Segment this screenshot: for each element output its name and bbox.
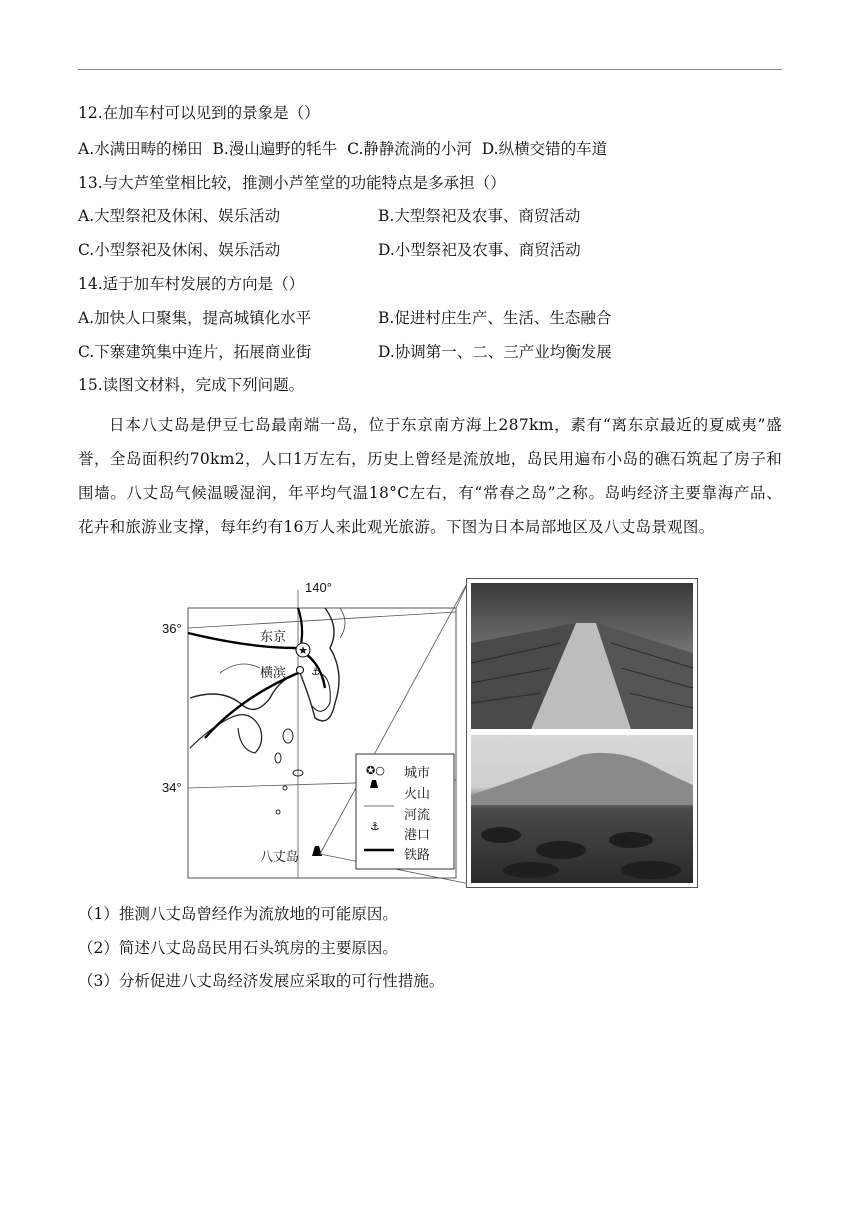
q15-sub-3: （3）分析促进八丈岛经济发展应采取的可行性措施。 <box>78 972 445 990</box>
q15-sub-1: （1）推测八丈岛曾经作为流放地的可能原因。 <box>78 905 398 923</box>
q12-option-b: B.漫山遍野的牦牛 <box>212 140 338 158</box>
port-icon: ⚓ <box>311 667 320 678</box>
q12-option-a: A.水满田畴的梯田 <box>78 140 203 158</box>
q12-options <box>78 139 607 159</box>
q12-option-c: C.静静流淌的小河 <box>347 140 472 158</box>
volcano-coast-photo <box>471 735 693 883</box>
q13-option-c: C.小型祭祀及休闲、娱乐活动 <box>78 241 281 259</box>
lon-label: 140° <box>305 580 332 595</box>
legend-river-label: 河流 <box>404 808 431 823</box>
tokyo-label: 东京 <box>260 630 287 645</box>
lat-34-label: 34° <box>162 780 182 795</box>
map-figure <box>160 578 700 888</box>
q15-passage: 日本八丈岛是伊豆七岛最南端一岛，位于东京南方海上287km，素有“离东京最近的夏威夷”盛誉，全岛面积约70km2，人口1万左右，历史上曾经是流放地，岛民用遍布小岛的礁石筑起了房子和围墙。八丈岛气候温暖湿润，年平均气温18°C左右，有“常春之岛”之称。岛屿经济主要靠海产品、花卉和旅游业支撑，每年约有16万人来此观光旅游。下图为日本局部地区及八丈岛景观图。 <box>78 416 782 536</box>
star-icon: ★ <box>298 644 308 657</box>
hachijo-label: 八丈岛 <box>260 850 300 865</box>
header-rule <box>78 69 782 70</box>
legend-city-label: 城市 <box>404 766 431 781</box>
legend-volcano-label: 火山 <box>404 787 431 802</box>
legend-railway-label: 铁路 <box>404 848 431 863</box>
volcano-coast-illustration <box>471 735 693 883</box>
q12-option-d: D.纵横交错的车道 <box>481 140 608 158</box>
q13-stem: 13.与大芦笙堂相比较，推测小芦笙堂的功能特点是多承担（） <box>78 174 506 192</box>
q13-option-d: D.小型祭祀及农事、商贸活动 <box>378 241 581 259</box>
q12-stem: 12.在加车村可以见到的景象是（） <box>78 104 320 122</box>
q14-option-a: A.加快人口聚集，提高城镇化水平 <box>78 309 312 327</box>
photo-panel <box>466 578 698 888</box>
legend-port-label: 港口 <box>404 828 431 843</box>
yokohama-city-icon <box>297 667 304 674</box>
q14-option-c: C.下寨建筑集中连片，拓展商业街 <box>78 343 312 361</box>
yokohama-label: 横滨 <box>260 666 287 681</box>
q14-option-d: D.协调第一、二、三产业均衡发展 <box>378 343 612 361</box>
stone-wall-path-illustration <box>471 583 693 729</box>
legend-port-icon: ⚓ <box>370 820 380 833</box>
q15-sub-2: （2）简述八丈岛岛民用石头筑房的主要原因。 <box>78 939 398 957</box>
stone-wall-path-photo <box>471 583 693 729</box>
legend-city-icon: ✪○ <box>366 764 385 777</box>
q13-option-b: B.大型祭祀及农事、商贸活动 <box>378 207 581 225</box>
q15-stem: 15.读图文材料，完成下列问题。 <box>78 376 305 394</box>
lat-36-label: 36° <box>162 621 182 636</box>
q14-stem: 14.适于加车村发展的方向是（） <box>78 275 305 293</box>
q14-option-b: B.促进村庄生产、生活、生态融合 <box>378 309 612 327</box>
q13-option-a: A.大型祭祀及休闲、娱乐活动 <box>78 207 281 225</box>
